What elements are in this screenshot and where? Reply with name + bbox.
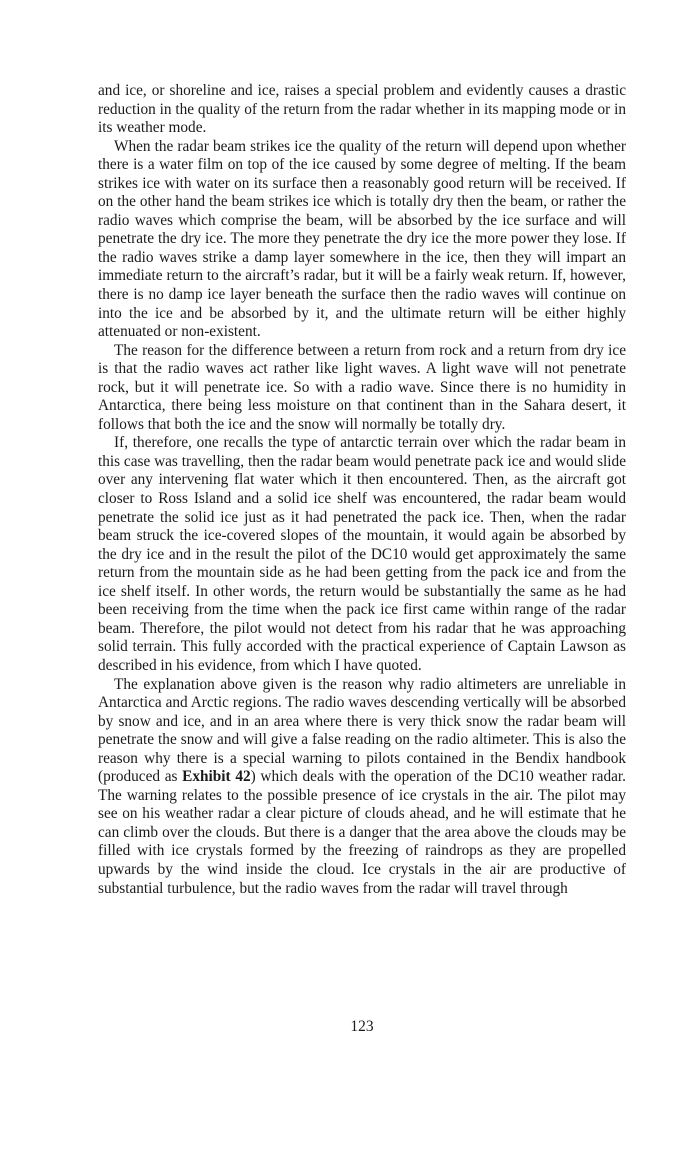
paragraph-rock-vs-ice: The reason for the difference between a return from rock and a return from dry ice is that the radio waves act rather like light waves. A light wave will not penetrate rock, but it will penetrate ice. So with a radio wave. Since there is no humidity in Antarctica, there being less moisture on that continent than in the Sahara desert, it follows that both the ice and the snow will normally be totally dry.: [98, 341, 626, 433]
body-text: [98, 82, 626, 898]
paragraph-continuation: and ice, or shoreline and ice, raises a special problem and evidently causes a drastic reduction in the quality of the return from the radar whether in its mapping mode or in its weather mode.: [98, 82, 626, 137]
page-number: 123: [350, 1018, 374, 1035]
paragraph-antarctic-terrain: If, therefore, one recalls the type of antarctic terrain over which the radar beam in this case was travelling, then the radar beam would penetrate pack ice and would slide over any intervening flat water which it then encountered. Then, as the aircraft got closer to Ross Island and a solid ice shelf was encountered, the radar beam would penetrate the solid ice just as it had penetrated the pack ice. Then, when the radar beam struck the ice-covered slopes of the mountain, it would again be absorbed by the dry ice and in the result the pilot of the DC10 would get approximately the same return from the mountain side as he had been getting from the pack ice and from the ice shelf itself. In other words, the return would be substantially the same as he had been receiving from the time when the pack ice first came within range of the radar beam. Therefore, the pilot would not detect from his radar that he was approaching solid terrain. This fully accorded with the practical experience of Captain Lawson as described in his evidence, from which I have quoted.: [98, 434, 626, 674]
paragraph-radio-altimeters: [98, 676, 626, 899]
paragraph-radio-altimeters-tail: ) which deals with the operation of the DC10 weather radar. The warning relates to the possible presence of ice crystals in the air. The pilot may see on his weather radar a clear picture of clouds ahead, and he will estimate that he can climb over the clouds. But there is a danger that the area above the clouds may be filled with ice crystals formed by the freezing of raindrops as they are propelled upwards by the wind inside the cloud. Ice crystals in the air are productive of substantial turbulence, but the radio waves from the radar will travel through: [98, 768, 626, 897]
exhibit-reference: Exhibit 42: [182, 768, 251, 786]
paragraph-radio-altimeters-lead: The explanation above given is the reason why radio altimeters are unreliable in Antarctica and Arctic regions. The radio waves descending vertically will be absorbed by snow and ice, and in an area where there is very thick snow the radar beam will penetrate the snow and will give a false reading on the radio altimeter. This is also the reason why there is a special warning to pilots contained in the Bendix handbook (produced as: [98, 675, 626, 786]
paragraph-water-film: When the radar beam strikes ice the quality of the return will depend upon whether there is a water film on top of the ice caused by some degree of melting. If the beam strikes ice with water on its surface then a reasonably good return will be received. If on the other hand the beam strikes ice which is totally dry then the beam, or rather the radio waves which comprise the beam, will be absorbed by the ice surface and will penetrate the dry ice. The more they penetrate the dry ice the more power they lose. If the radio waves strike a damp layer somewhere in the ice, then they will impart an immediate return to the aircraft’s radar, but it will be a fairly weak return. If, however, there is no damp ice layer beneath the surface then the radio waves will continue on into the ice and be absorbed by it, and the ultimate return will be either highly attenuated or non-existent.: [98, 137, 626, 341]
